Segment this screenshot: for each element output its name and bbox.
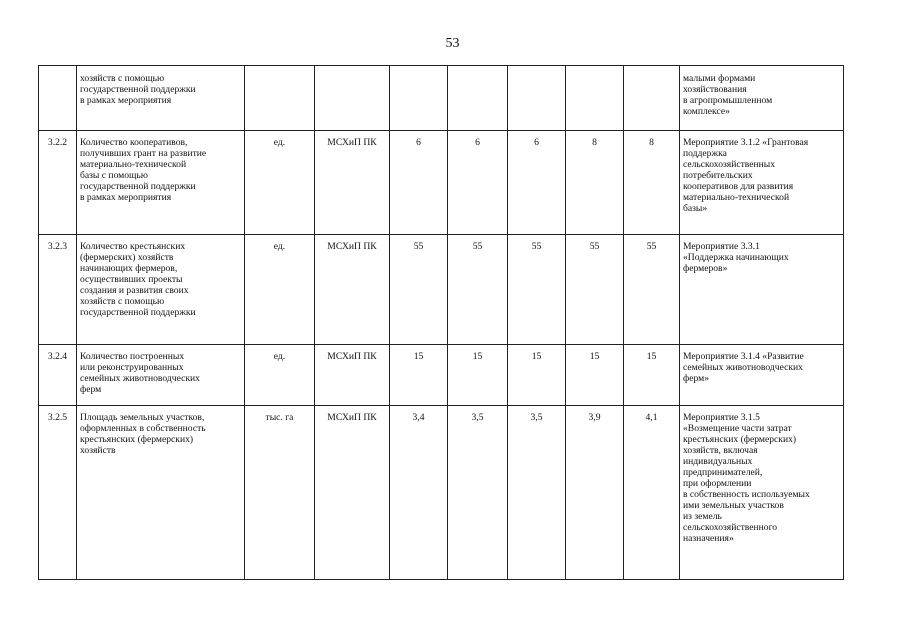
value-cell-year-3: 15 [508, 345, 566, 406]
responsible-cell: МСХиП ПК [315, 345, 390, 406]
value-cell-year-1: 55 [390, 235, 448, 345]
value-cell-year-2: 6 [448, 131, 508, 235]
value-cell-year-1: 3,4 [390, 406, 448, 580]
value-cell-year-3: 6 [508, 131, 566, 235]
row-number-cell: 3.2.3 [39, 235, 77, 345]
unit-cell: ед. [245, 235, 315, 345]
value-cell-year-2: 55 [448, 235, 508, 345]
indicator-name-cell: Количество построенных или реконструированных семейных животноводческих ферм [77, 345, 245, 406]
value-cell-year-1: 15 [390, 345, 448, 406]
event-cell: Мероприятие 3.3.1 «Поддержка начинающих фермеров» [680, 235, 844, 345]
indicator-name-cell: Площадь земельных участков, оформленных в собственность крестьянских (фермерских) хозяйств [77, 406, 245, 580]
value-cell-year-2 [448, 66, 508, 131]
value-cell-year-1: 6 [390, 131, 448, 235]
value-cell-year-3 [508, 66, 566, 131]
row-number-cell: 3.2.2 [39, 131, 77, 235]
unit-cell [245, 66, 315, 131]
value-cell-year-2: 15 [448, 345, 508, 406]
event-cell: малыми формами хозяйствования в агропромышленном комплексе» [680, 66, 844, 131]
responsible-cell: МСХиП ПК [315, 131, 390, 235]
value-cell-year-3: 3,5 [508, 406, 566, 580]
unit-cell: ед. [245, 345, 315, 406]
page-number: 53 [445, 36, 460, 51]
indicator-name-cell: Количество крестьянских (фермерских) хозяйств начинающих фермеров, осуществивших проекты создания и развития своих хозяйств с помощью государственной поддержки [77, 235, 245, 345]
indicator-name-cell: Количество кооперативов, получивших грант на развитие материально-технической базы с помощью государственной поддержки в рамках мероприятия [77, 131, 245, 235]
row-number-cell: 3.2.5 [39, 406, 77, 580]
unit-cell: ед. [245, 131, 315, 235]
responsible-cell: МСХиП ПК [315, 406, 390, 580]
value-cell-year-5: 15 [624, 345, 680, 406]
value-cell-year-4: 15 [566, 345, 624, 406]
value-cell-year-5 [624, 66, 680, 131]
table-row [39, 66, 844, 131]
value-cell-year-4 [566, 66, 624, 131]
table-row [39, 345, 844, 406]
row-number-cell [39, 66, 77, 131]
row-number-cell: 3.2.4 [39, 345, 77, 406]
unit-cell: тыс. га [245, 406, 315, 580]
event-cell: Мероприятие 3.1.2 «Грантовая поддержка сельскохозяйственных потребительских кооперативов для развития материально-технической базы» [680, 131, 844, 235]
value-cell-year-1 [390, 66, 448, 131]
event-cell: Мероприятие 3.1.4 «Развитие семейных животноводческих ферм» [680, 345, 844, 406]
value-cell-year-4: 3,9 [566, 406, 624, 580]
value-cell-year-4: 55 [566, 235, 624, 345]
indicator-name-cell: хозяйств с помощью государственной поддержки в рамках мероприятия [77, 66, 245, 131]
responsible-cell: МСХиП ПК [315, 235, 390, 345]
indicators-table [38, 65, 844, 580]
value-cell-year-3: 55 [508, 235, 566, 345]
value-cell-year-5: 55 [624, 235, 680, 345]
table-row [39, 131, 844, 235]
table-row [39, 235, 844, 345]
value-cell-year-2: 3,5 [448, 406, 508, 580]
value-cell-year-5: 4,1 [624, 406, 680, 580]
value-cell-year-5: 8 [624, 131, 680, 235]
event-cell: Мероприятие 3.1.5 «Возмещение части затрат крестьянских (фермерских) хозяйств, включая индивидуальных предпринимателей, при оформлении в собственность используемых ими земельных участков из земель сельскохозяйственного назначения» [680, 406, 844, 580]
table-row [39, 406, 844, 580]
responsible-cell [315, 66, 390, 131]
value-cell-year-4: 8 [566, 131, 624, 235]
